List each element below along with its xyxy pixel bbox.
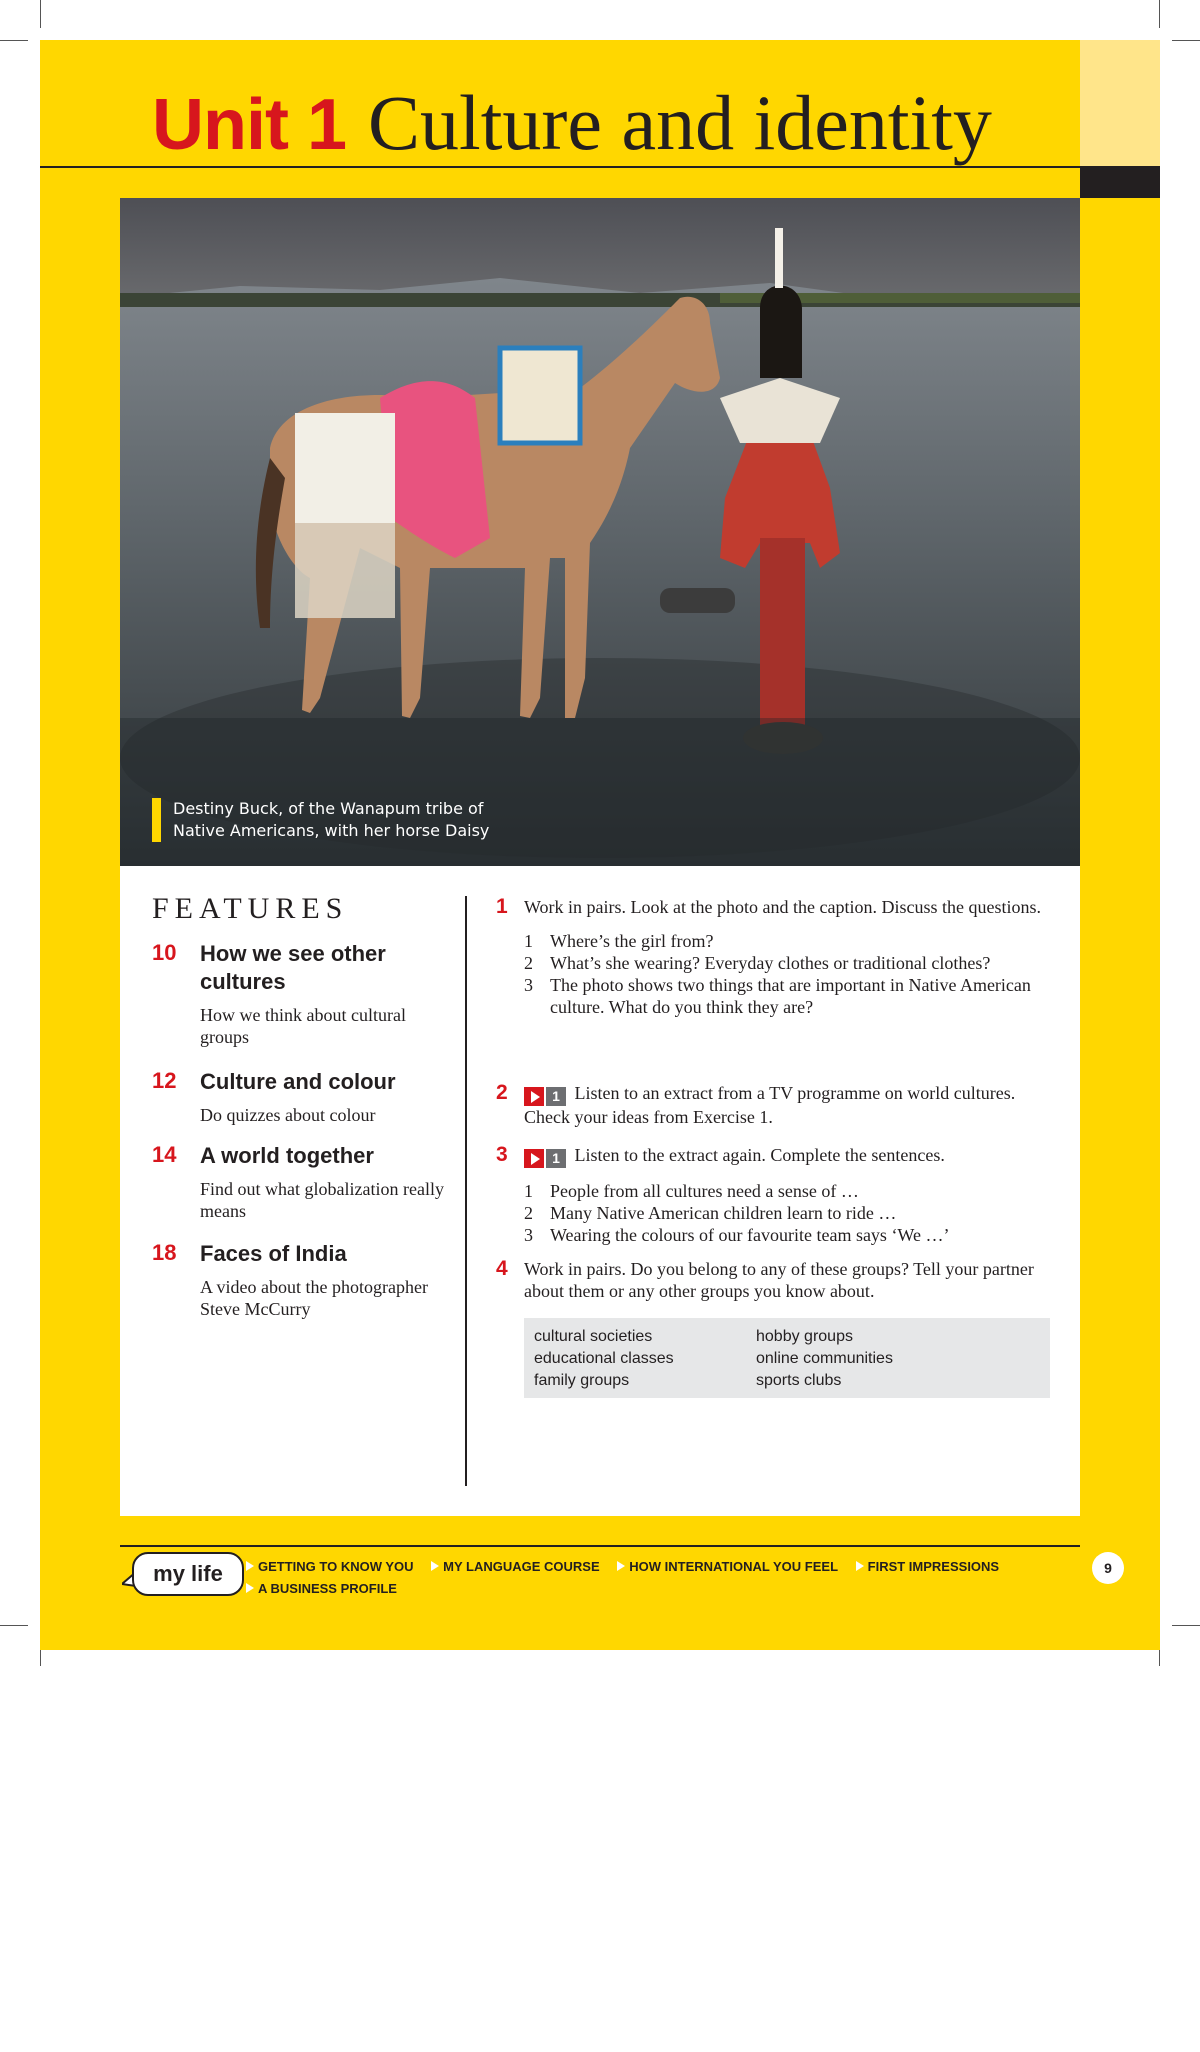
group-item: family groups [534,1372,630,1389]
audio-track-button[interactable] [524,1146,566,1168]
exercise-4 [496,1258,1056,1302]
feature-title: A world together [200,1143,374,1168]
list-item: 2 What’s she wearing? Everyday clothes or traditional clothes? [524,953,991,973]
sentence-text: Wearing the colours of our favourite team says ‘We …’ [550,1225,950,1246]
exercise-instruction: Listen to an extract from a TV programme on world cultures. Check your ideas from Exercise 1. [524,1083,1016,1128]
groups-box [524,1318,1050,1398]
footer-link[interactable]: GETTING TO KNOW YOU [246,1559,414,1574]
group-item: hobby groups [756,1328,853,1345]
list-item: 2 Many Native American children learn to ride … [524,1203,897,1224]
groups-column [756,1326,893,1392]
sentence-text: People from all cultures need a sense of … [550,1181,859,1202]
cover-photo [120,198,1080,866]
crop-mark [0,1625,28,1626]
crop-mark [0,40,28,41]
crop-mark [1159,0,1160,28]
feature-desc: How we think about cultural groups [200,1005,406,1047]
title-rule [40,166,1080,168]
features-heading: FEATURES [152,892,349,925]
sentence-text: Many Native American children learn to ride … [550,1203,897,1224]
arrow-icon [431,1561,439,1571]
footer-link[interactable]: FIRST IMPRESSIONS [856,1559,999,1574]
feature-page: 10 [152,940,177,965]
footer-link[interactable]: HOW INTERNATIONAL YOU FEEL [617,1559,838,1574]
exercise-number: 1 [496,895,508,918]
exercise-2 [496,1082,1056,1128]
question-text: Where’s the girl from? [550,931,714,951]
feature-page: 18 [152,1240,177,1265]
arrow-icon [246,1583,254,1593]
list-item: 1 Where’s the girl from? [524,931,714,951]
caption-line: Destiny Buck, of the Wanapum tribe of [173,799,484,818]
list-item: 3 Wearing the colours of our favourite team says ‘We …’ [524,1225,950,1246]
feature-item[interactable] [152,940,452,1048]
feature-item[interactable] [152,1142,452,1222]
list-item: 1 People from all cultures need a sense of … [524,1181,859,1202]
my-life-links [246,1556,1066,1600]
group-item: cultural societies [534,1328,653,1345]
crop-mark [40,0,41,28]
page-number: 9 [1092,1552,1124,1584]
crop-mark [1172,1625,1200,1626]
exercise-3 [496,1144,1056,1246]
footer-rule [120,1545,1080,1547]
feature-item[interactable] [152,1068,452,1126]
question-text: What’s she wearing? Everyday clothes or traditional clothes? [550,953,991,973]
question-list [524,930,1056,1018]
caption-line: Native Americans, with her horse Daisy [173,821,490,840]
footer-link[interactable]: A BUSINESS PROFILE [246,1581,397,1596]
question-text: The photo shows two things that are important in Native American culture. What do you think they are? [550,975,1031,1017]
arrow-icon [246,1561,254,1571]
feature-desc: Do quizzes about colour [200,1105,376,1125]
groups-column [534,1326,674,1392]
feature-page: 12 [152,1068,177,1093]
exercise-number: 3 [496,1143,508,1166]
exercise-text [524,1082,1056,1128]
feature-item[interactable] [152,1240,452,1320]
arrow-icon [617,1561,625,1571]
unit-title: Culture and identity [368,79,992,166]
feature-desc: A video about the photographer Steve McCurry [200,1277,428,1319]
group-item: online communities [756,1350,893,1367]
play-icon [524,1087,544,1106]
sentence-list [524,1180,1056,1246]
exercise-number: 4 [496,1257,508,1280]
feature-title: Faces of India [200,1241,347,1266]
exercise-text: Work in pairs. Look at the photo and the caption. Discuss the questions. [524,897,1041,917]
arrow-icon [856,1561,864,1571]
exercise-text: Work in pairs. Do you belong to any of these groups? Tell your partner about them or any other groups you know about. [524,1259,1034,1301]
feature-desc: Find out what globalization really means [200,1179,444,1221]
list-item: 3 The photo shows two things that are important in Native American culture. What do you think they are? [524,975,1031,1017]
page-tab [1080,40,1160,166]
crop-mark [1172,40,1200,41]
exercise-number: 2 [496,1081,508,1104]
page-title [152,78,992,168]
exercise-text [524,1144,1056,1168]
photo-caption [152,798,489,842]
exercise-1 [496,896,1056,1018]
audio-track-button[interactable] [524,1084,566,1106]
group-item: sports clubs [756,1372,842,1389]
my-life-label: my life [132,1552,244,1596]
feature-title: How we see other cultures [200,941,386,994]
feature-title: Culture and colour [200,1069,396,1094]
unit-label: Unit 1 [152,85,347,165]
page-tab-bar [1080,166,1160,198]
play-icon [524,1149,544,1168]
column-divider [465,896,467,1486]
exercise-instruction: Listen to the extract again. Complete the sentences. [574,1145,945,1165]
track-number: 1 [546,1087,566,1106]
footer-link[interactable]: MY LANGUAGE COURSE [431,1559,600,1574]
track-number: 1 [546,1149,566,1168]
group-item: educational classes [534,1350,674,1367]
feature-page: 14 [152,1142,177,1167]
